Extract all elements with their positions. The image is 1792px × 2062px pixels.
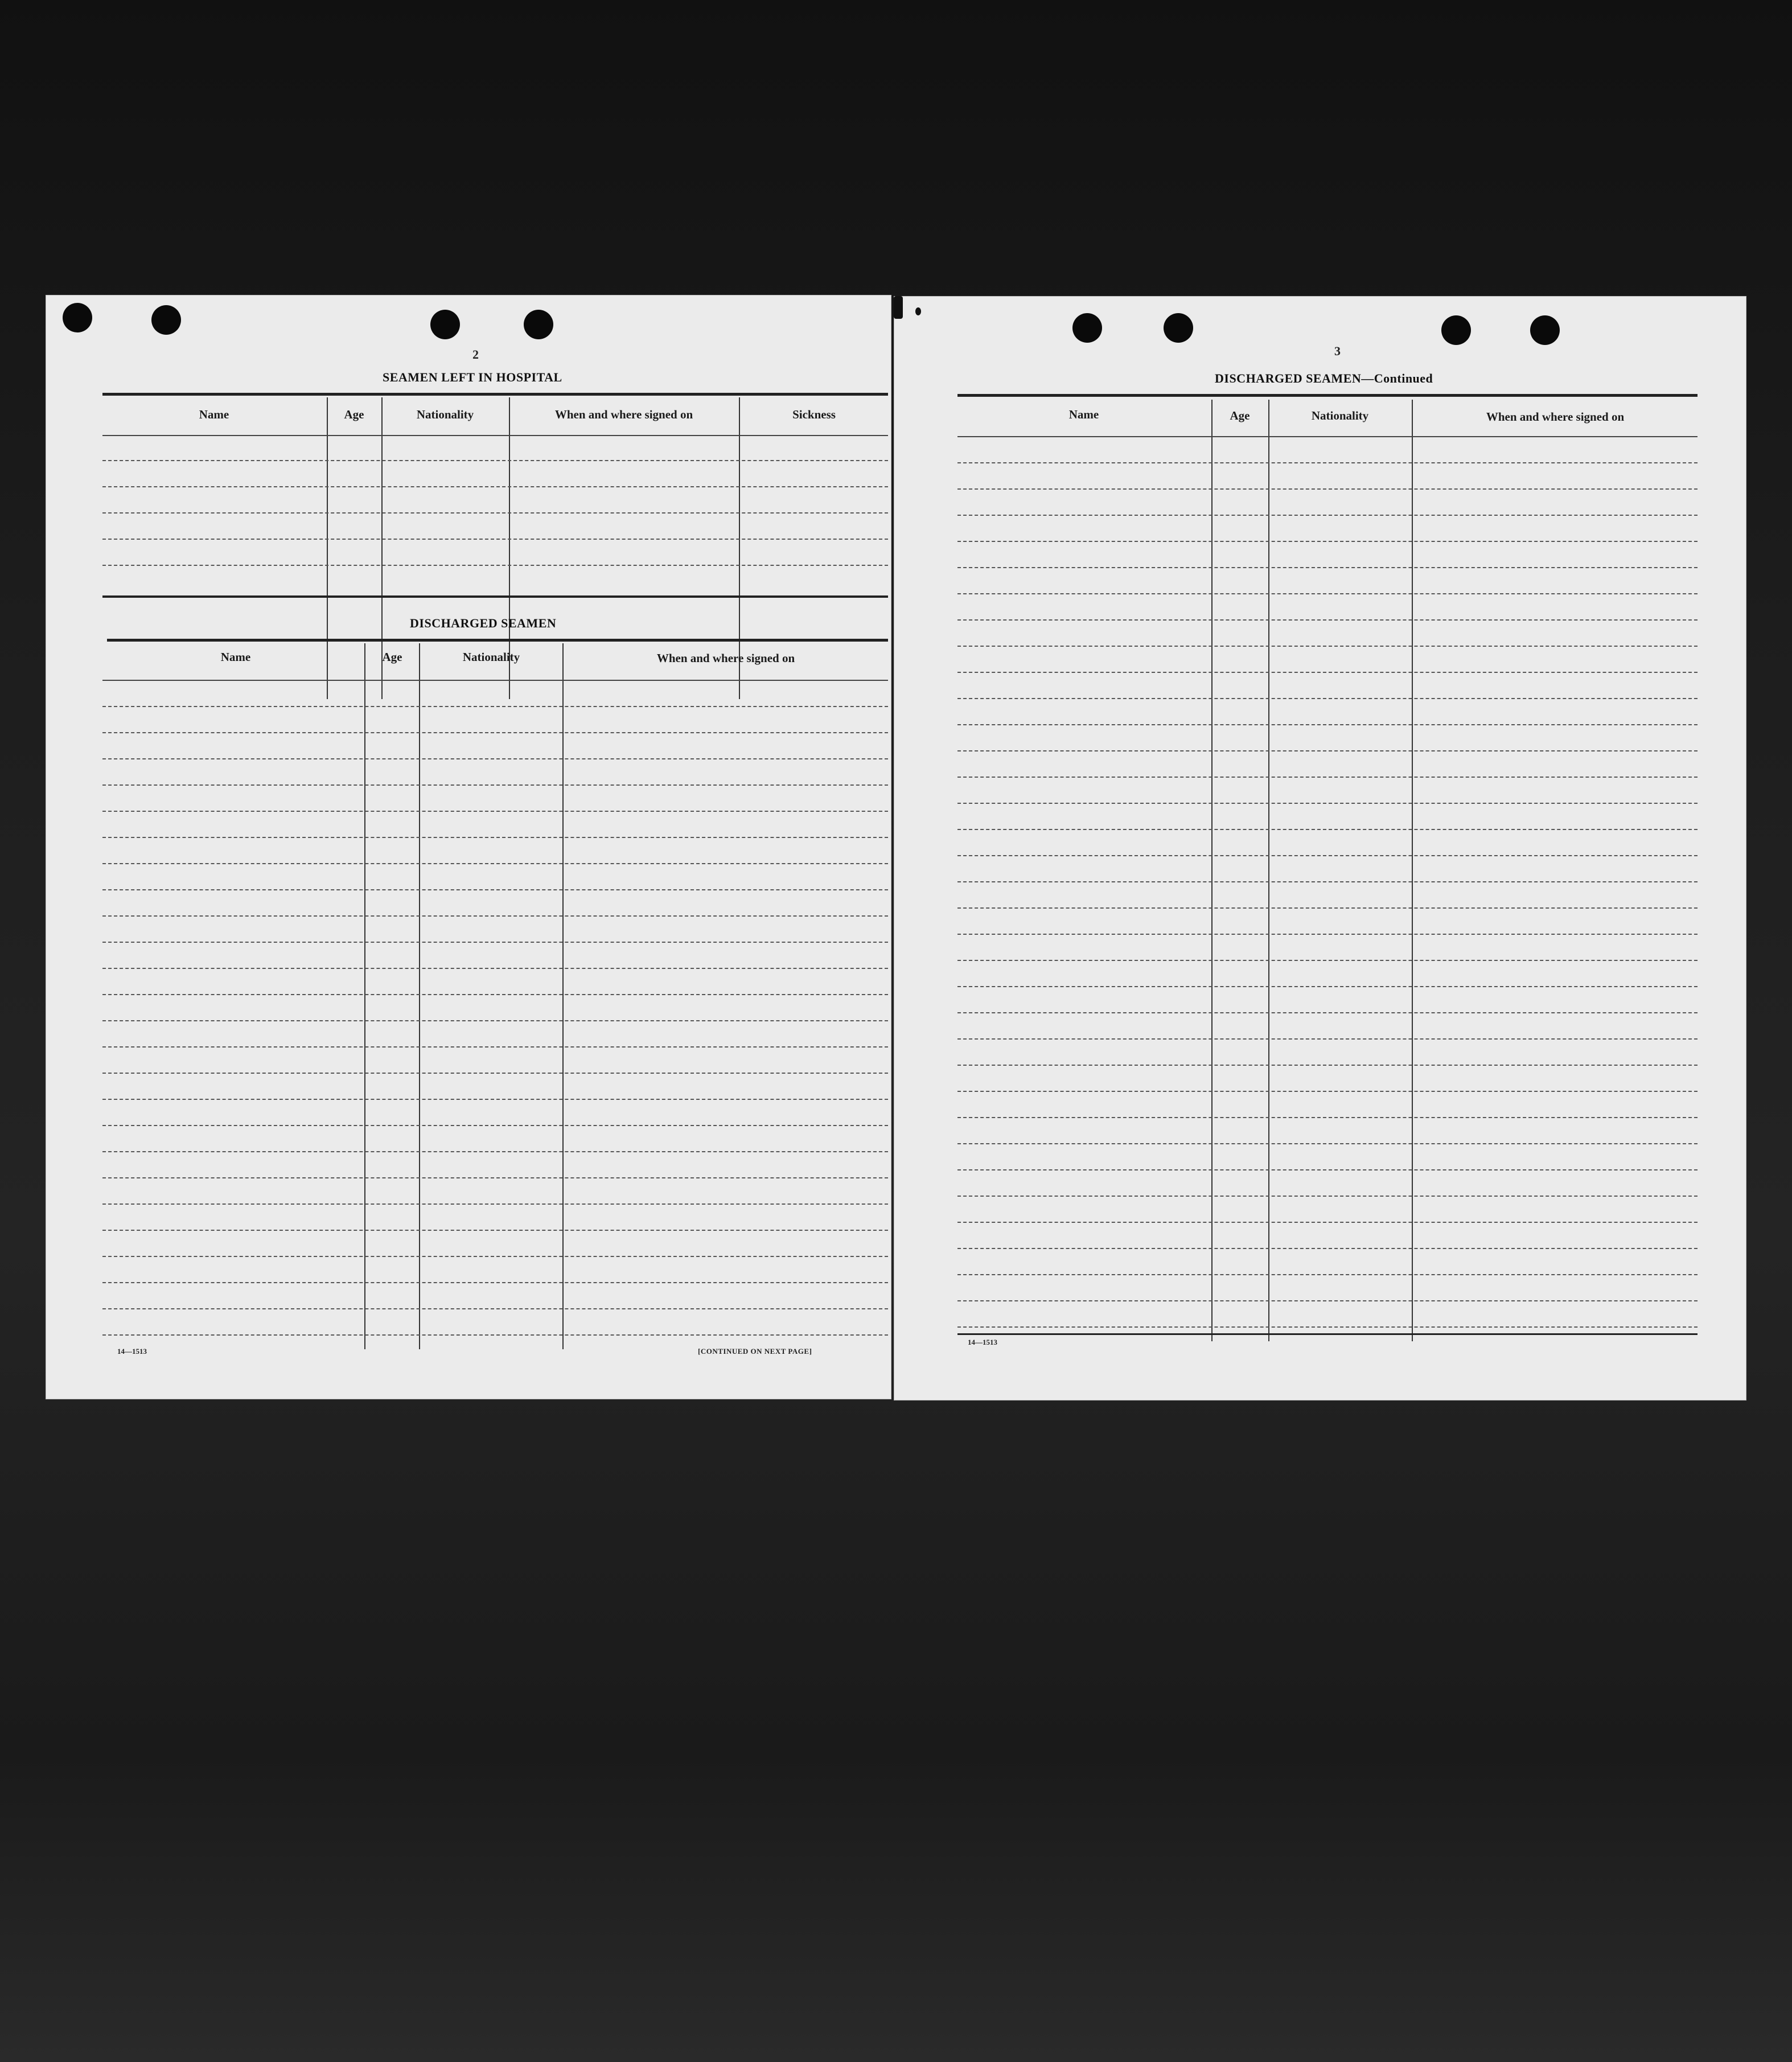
table-bottom-rule	[957, 1333, 1698, 1335]
entry-row[interactable]	[957, 1300, 1698, 1301]
table-top-rule	[107, 639, 888, 642]
right-page	[894, 296, 1746, 1400]
column-divider	[562, 643, 564, 1349]
column-header-sickness: Sickness	[792, 408, 836, 421]
column-divider	[419, 643, 420, 1349]
column-header-age: Age	[1230, 409, 1250, 422]
entry-row[interactable]	[957, 907, 1698, 909]
entry-row[interactable]	[102, 1073, 888, 1074]
entry-row[interactable]	[102, 1203, 888, 1205]
continued-note: [CONTINUED ON NEXT PAGE]	[698, 1347, 812, 1356]
entry-row[interactable]	[102, 460, 888, 461]
entry-row[interactable]	[957, 1248, 1698, 1249]
entry-row[interactable]	[957, 934, 1698, 935]
header-rule	[102, 435, 888, 436]
column-header-name: Name	[220, 650, 251, 664]
punch-hole	[430, 310, 460, 339]
entry-row[interactable]	[102, 565, 888, 566]
form-code: 14—1513	[117, 1347, 147, 1356]
entry-row[interactable]	[102, 784, 888, 786]
table-bottom-rule	[102, 595, 888, 598]
table-top-rule	[102, 393, 888, 396]
entry-row[interactable]	[957, 777, 1698, 778]
entry-row[interactable]	[957, 1038, 1698, 1040]
column-header-signed-on: When and where signed on	[656, 651, 795, 665]
column-header-name: Name	[1068, 408, 1099, 421]
entry-row[interactable]	[957, 986, 1698, 987]
form-code: 14—1513	[968, 1338, 997, 1346]
entry-row[interactable]	[957, 1274, 1698, 1275]
entry-row[interactable]	[102, 863, 888, 864]
entry-row[interactable]	[102, 1334, 888, 1336]
entry-row[interactable]	[957, 1143, 1698, 1144]
entry-row[interactable]	[102, 994, 888, 995]
entry-row[interactable]	[102, 942, 888, 943]
punch-hole	[1072, 313, 1102, 343]
column-header-nationality: Nationality	[462, 650, 520, 664]
column-divider	[364, 643, 365, 1349]
punch-hole	[1441, 315, 1471, 345]
entry-row[interactable]	[102, 1125, 888, 1126]
page-mark	[915, 307, 921, 315]
page-number: 2	[472, 347, 479, 362]
entry-row[interactable]	[957, 750, 1698, 751]
entry-row[interactable]	[102, 1230, 888, 1231]
section-title-discharged-continued: DISCHARGED SEAMEN—Continued	[1215, 371, 1433, 385]
page-mark	[894, 296, 903, 319]
table-top-rule	[957, 394, 1698, 397]
entry-row[interactable]	[102, 512, 888, 514]
left-page	[46, 295, 891, 1399]
entry-row[interactable]	[957, 1196, 1698, 1197]
entry-row[interactable]	[102, 968, 888, 969]
punch-hole	[151, 305, 181, 335]
entry-row[interactable]	[102, 1020, 888, 1021]
column-header-nationality: Nationality	[1311, 409, 1369, 422]
entry-row[interactable]	[957, 1326, 1698, 1328]
entry-row[interactable]	[957, 698, 1698, 699]
entry-row[interactable]	[957, 488, 1698, 490]
entry-row[interactable]	[102, 706, 888, 707]
entry-row[interactable]	[102, 1308, 888, 1309]
column-header-signed-on: When and where signed on	[554, 408, 693, 421]
entry-row[interactable]	[102, 758, 888, 759]
entry-row[interactable]	[102, 1099, 888, 1100]
entry-row[interactable]	[102, 1151, 888, 1152]
page-number: 3	[1334, 344, 1341, 358]
entry-row[interactable]	[957, 803, 1698, 804]
column-header-nationality: Nationality	[416, 408, 474, 421]
entry-row[interactable]	[957, 724, 1698, 725]
column-header-age: Age	[382, 650, 402, 664]
entry-row[interactable]	[102, 915, 888, 917]
section-title-hospital: SEAMEN LEFT IN HOSPITAL	[383, 370, 562, 384]
entry-row[interactable]	[102, 1282, 888, 1283]
punch-hole	[524, 310, 553, 339]
entry-row[interactable]	[102, 837, 888, 838]
entry-row[interactable]	[102, 811, 888, 812]
entry-row[interactable]	[102, 1046, 888, 1048]
entry-row[interactable]	[957, 881, 1698, 882]
column-header-signed-on: When and where signed on	[1486, 410, 1625, 424]
column-header-name: Name	[199, 408, 229, 421]
entry-row[interactable]	[957, 672, 1698, 673]
entry-row[interactable]	[957, 960, 1698, 961]
entry-row[interactable]	[957, 1222, 1698, 1223]
entry-row[interactable]	[957, 1117, 1698, 1118]
entry-row[interactable]	[102, 732, 888, 733]
punch-hole	[63, 303, 92, 332]
entry-row[interactable]	[957, 462, 1698, 463]
entry-row[interactable]	[102, 486, 888, 487]
entry-row[interactable]	[957, 593, 1698, 594]
entry-row[interactable]	[957, 1091, 1698, 1092]
punch-hole	[1530, 315, 1560, 345]
entry-row[interactable]	[957, 1012, 1698, 1013]
entry-row[interactable]	[957, 646, 1698, 647]
entry-row[interactable]	[102, 1177, 888, 1178]
entry-row[interactable]	[957, 567, 1698, 568]
entry-row[interactable]	[957, 1065, 1698, 1066]
entry-row[interactable]	[957, 855, 1698, 856]
column-header-age: Age	[344, 408, 364, 421]
entry-row[interactable]	[102, 889, 888, 890]
entry-row[interactable]	[102, 1256, 888, 1257]
header-rule	[957, 436, 1698, 437]
header-rule	[102, 680, 888, 681]
punch-hole	[1164, 313, 1193, 343]
entry-row[interactable]	[957, 619, 1698, 621]
entry-row[interactable]	[957, 515, 1698, 516]
section-title-discharged: DISCHARGED SEAMEN	[410, 616, 557, 630]
entry-row[interactable]	[957, 829, 1698, 830]
entry-row[interactable]	[957, 1169, 1698, 1170]
entry-row[interactable]	[102, 539, 888, 540]
entry-row[interactable]	[957, 541, 1698, 542]
